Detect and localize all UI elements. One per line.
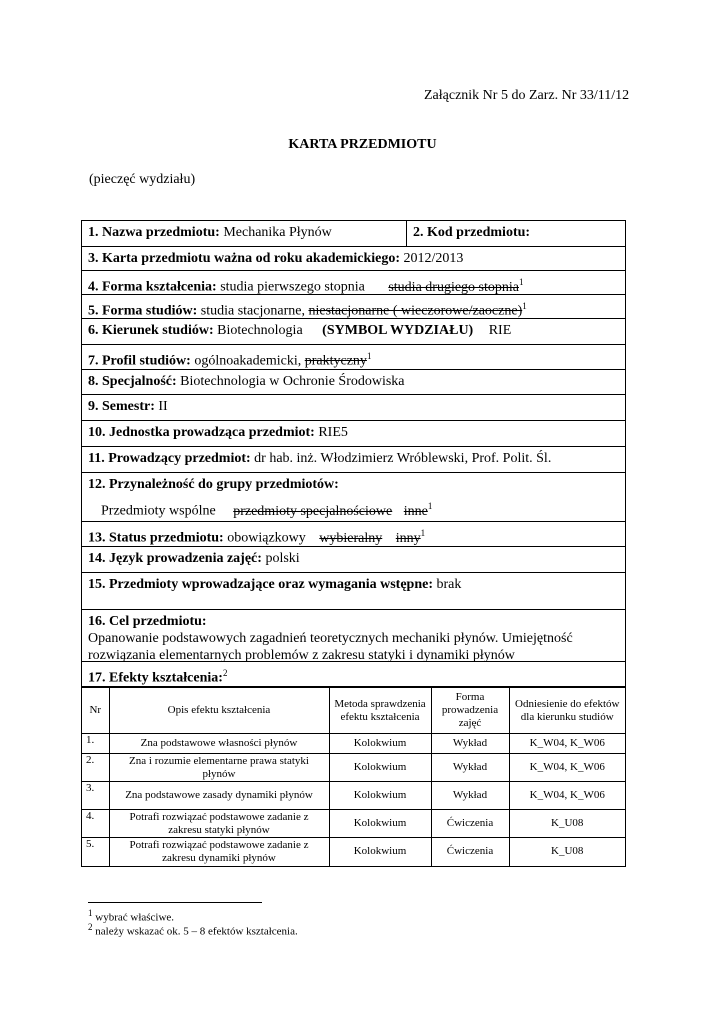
effect-method: Kolokwium [329, 782, 431, 810]
profile-label: 7. Profil studiów: [88, 353, 191, 369]
effect-method: Kolokwium [329, 838, 431, 866]
faculty-stamp-placeholder: (pieczęć wydziału) [89, 172, 196, 187]
effect-method: Kolokwium [329, 810, 431, 838]
footnote-1-text: wybrać właściwe. [95, 911, 175, 924]
footnote-ref-1: 1 [427, 501, 433, 511]
footnote-separator [88, 902, 262, 903]
document-title: KARTA PRZEDMIOTU [288, 137, 437, 152]
row-lecturer [82, 446, 625, 472]
column-header-method: Metoda sprawdzenia efektu kształcenia [329, 688, 431, 734]
lecturer-value: dr hab. inż. Włodzimierz Wróblewski, Prof. Polit. Śl. [254, 451, 552, 466]
table-row [82, 734, 625, 754]
row-language [82, 546, 625, 572]
subject-group-label: 12. Przynależność do grupy przedmiotów: [88, 477, 339, 492]
study-form-struck: niestacjonarne ( wieczorowe/zaoczne) [308, 303, 523, 319]
effects-label: 17. Efekty kształcenia: [88, 670, 223, 686]
row-semester [82, 394, 625, 420]
course-name-value: Mechanika Płynów [223, 225, 332, 240]
column-header-reference: Odniesienie do efektów dla kierunku studiów [509, 688, 625, 734]
subject-group-struck-1: przedmioty specjalnościowe [233, 503, 393, 519]
subject-group-struck-2: inne [403, 503, 428, 519]
unit-value: RIE5 [318, 425, 348, 440]
effect-form: Wykład [431, 754, 509, 782]
valid-year-label: 3. Karta przedmiotu ważna od roku akademickiego: [88, 251, 401, 266]
course-goal-label: 16. Cel przedmiotu: [88, 614, 207, 629]
direction-value: Biotechnologia [217, 323, 303, 338]
footnote-ref-1: 1 [366, 351, 372, 361]
row-effects-heading [82, 661, 625, 686]
footnote-2-mark: 2 [88, 922, 93, 932]
status-struck-2: inny [395, 530, 421, 546]
table-row [82, 838, 625, 866]
effect-form: Wykład [431, 782, 509, 810]
education-form-label: 4. Forma kształcenia: [88, 279, 217, 295]
subject-group-value: Przedmioty wspólne [101, 503, 216, 519]
row-direction [82, 318, 625, 344]
row-study-form [82, 294, 625, 318]
effect-nr: 4. [82, 810, 109, 838]
effect-description: Potrafi rozwiązać podstawowe zadanie z zakresu dynamiki płynów [109, 838, 329, 866]
row-status [82, 521, 625, 546]
row-specialty [82, 369, 625, 394]
footnote-ref-1: 1 [522, 301, 527, 311]
row-name-code [82, 221, 625, 246]
row-valid-year [82, 246, 625, 270]
footnote-ref-2: 2 [222, 668, 228, 678]
effect-description: Zna podstawowe własności płynów [109, 734, 329, 754]
effect-reference: K_W04, K_W06 [509, 734, 625, 754]
education-form-struck: studia drugiego stopnia [388, 279, 519, 295]
effect-form: Ćwiczenia [431, 838, 509, 866]
valid-year-value: 2012/2013 [403, 251, 464, 266]
status-struck-1: wybieralny [319, 530, 383, 546]
footnote-2-text: należy wskazać ok. 5 – 8 efektów kształcenia. [95, 925, 298, 938]
unit-label: 10. Jednostka prowadząca przedmiot: [88, 425, 315, 440]
specialty-label: 8. Specjalność: [88, 374, 177, 389]
course-goal-value: Opanowanie podstawowych zagadnień teoretycznych mechaniki płynów. Umiejętność rozwiązania elementarnych problemów z zakresu statyki i dynamiki płynów [88, 631, 573, 663]
effect-method: Kolokwium [329, 734, 431, 754]
row-prerequisites [82, 572, 625, 609]
effect-reference: K_W04, K_W06 [509, 754, 625, 782]
language-value: polski [265, 551, 300, 566]
direction-label: 6. Kierunek studiów: [88, 323, 214, 338]
table-row [82, 782, 625, 810]
footnote-ref-1: 1 [519, 277, 524, 287]
effect-form: Wykład [431, 734, 509, 754]
table-row [82, 754, 625, 782]
effect-description: Potrafi rozwiązać podstawowe zadanie z zakresu statyki płynów [109, 810, 329, 838]
footnote-1-mark: 1 [88, 908, 93, 918]
row-course-goal [82, 609, 625, 661]
course-name-label: 1. Nazwa przedmiotu: [88, 225, 220, 240]
effect-reference: K_U08 [509, 810, 625, 838]
effect-method: Kolokwium [329, 754, 431, 782]
specialty-value: Biotechnologia w Ochronie Środowiska [180, 374, 405, 389]
education-form-value: studia pierwszego stopnia [220, 279, 365, 295]
effect-nr: 1. [82, 734, 109, 754]
row-subject-group [82, 472, 625, 521]
column-header-form: Forma prowadzenia zajęć [431, 688, 509, 734]
effect-nr: 2. [82, 754, 109, 782]
row-education-form [82, 270, 625, 294]
effect-form: Ćwiczenia [431, 810, 509, 838]
effects-table-container [82, 686, 625, 866]
prerequisites-label: 15. Przedmioty wprowadzające oraz wymagania wstępne: [88, 577, 434, 592]
course-card-form [81, 220, 626, 867]
study-form-label: 5. Forma studiów: [88, 303, 198, 319]
semester-label: 9. Semestr: [88, 399, 155, 414]
column-header-description: Opis efektu kształcenia [109, 688, 329, 734]
semester-value: II [158, 399, 168, 414]
profile-value: ogólnoakademicki, [194, 353, 302, 369]
prerequisites-value: brak [436, 577, 462, 592]
effect-description: Zna podstawowe zasady dynamiki płynów [109, 782, 329, 810]
faculty-symbol-label: (SYMBOL WYDZIAŁU) [322, 323, 474, 338]
effect-nr: 5. [82, 838, 109, 866]
study-form-value: studia stacjonarne, [200, 303, 305, 319]
effect-reference: K_W04, K_W06 [509, 782, 625, 810]
table-row [82, 810, 625, 838]
profile-struck: praktyczny [304, 353, 367, 369]
course-code-label: 2. Kod przedmiotu: [413, 225, 531, 240]
row-unit [82, 420, 625, 446]
lecturer-label: 11. Prowadzący przedmiot: [88, 451, 251, 466]
faculty-symbol-value: RIE [488, 323, 512, 338]
effects-table [82, 687, 625, 866]
effect-description: Zna i rozumie elementarne prawa statyki płynów [109, 754, 329, 782]
effect-reference: K_U08 [509, 838, 625, 866]
footnote-2 [88, 922, 298, 938]
row-profile [82, 344, 625, 369]
effect-nr: 3. [82, 782, 109, 810]
language-label: 14. Język prowadzenia zajęć: [88, 551, 262, 566]
status-value: obowiązkowy [227, 530, 306, 546]
footnote-ref-1: 1 [420, 528, 426, 538]
column-header-nr: Nr [82, 688, 109, 734]
status-label: 13. Status przedmiotu: [88, 530, 224, 546]
annex-reference: Załącznik Nr 5 do Zarz. Nr 33/11/12 [424, 88, 630, 103]
effects-table-header [82, 688, 625, 734]
